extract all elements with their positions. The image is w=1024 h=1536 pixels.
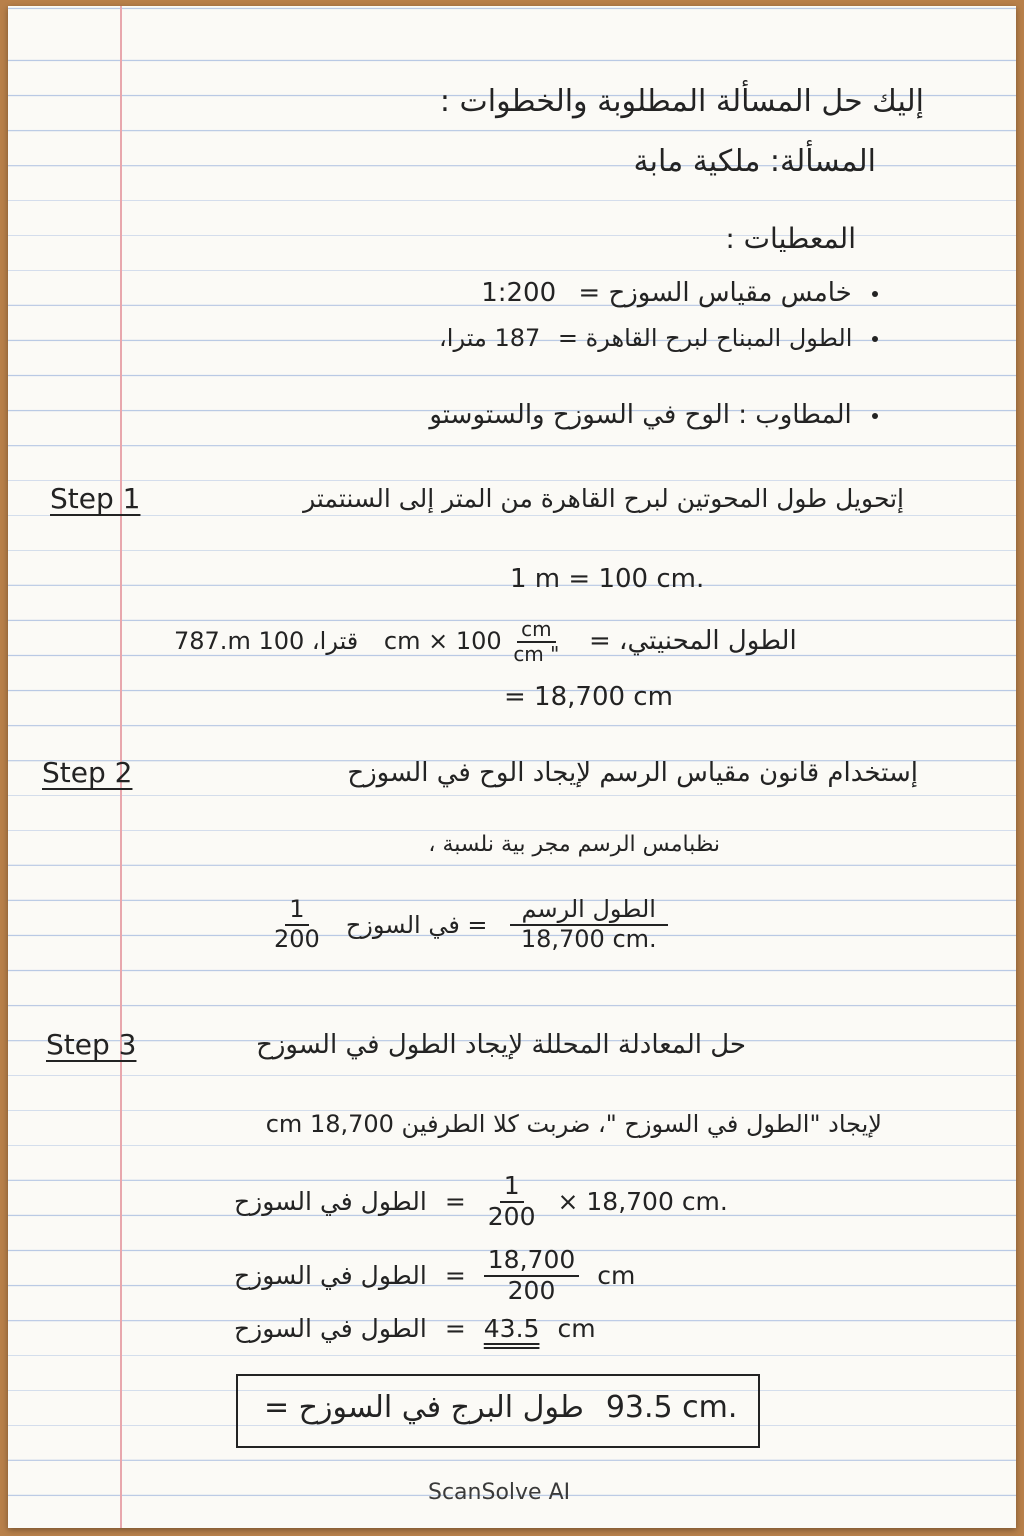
fraction-denominator: cm ": [513, 642, 560, 666]
step-2-subtitle: نظبامس الرسم مجر بية نلسبة ،: [428, 832, 720, 857]
given-bullet-2-value: 187 مترا،: [439, 324, 541, 352]
step-3-row-3-value: 43.5: [483, 1314, 540, 1343]
step-2-label: Step 2: [42, 756, 133, 789]
header-line-1: إليك حل المسألة المطلوبة والخطوات :: [439, 84, 924, 119]
step-3-title: حل المعادلة المحللة لإيجاد الطول في السوزح: [256, 1030, 746, 1060]
equals-sign: =: [444, 1261, 466, 1291]
step-3-row-1: [234, 1172, 728, 1232]
step-3-label: Step 3: [46, 1028, 137, 1061]
step-3-row-2-fraction: [484, 1246, 579, 1306]
given-bullet-2: [439, 324, 878, 352]
fraction-denominator: 200: [507, 1275, 556, 1305]
step-1-eq-1: 1 m = 100 cm.: [510, 564, 705, 594]
given-bullet-1: [481, 278, 878, 308]
step-2-title: إستخدام قانون مقياس الرسم لإيجاد الوح في السوزح: [347, 758, 918, 788]
step-3-row-3-label: الطول في السوزح: [234, 1314, 427, 1343]
given-bullet-2-text: الطول المبناح لبرح القاهرة =: [557, 324, 853, 352]
fraction-numerator: 18,700: [484, 1246, 579, 1277]
step-3-intro: لإيجاد "الطول في السوزح "، ضربت كلا الطرفين 18,700 cm: [265, 1110, 882, 1138]
step-3-row-2-tail: cm: [597, 1261, 636, 1291]
bullet-icon: [872, 291, 878, 297]
step-1-eq-2: [174, 618, 797, 666]
equals-sign: =: [444, 1314, 466, 1343]
fraction-numerator: 1: [500, 1172, 524, 1203]
fraction-denominator: 200: [274, 924, 320, 953]
step-1-title: إتحويل طول المحوتين لبرح القاهرة من المتر إلى السنتمتر: [303, 484, 904, 513]
step-1-label: Step 1: [50, 482, 141, 515]
step-1-eq-2-lhs: الطول المحنيتي، =: [589, 626, 797, 656]
step-3-row-1-label: الطول في السوزح: [234, 1187, 427, 1217]
step-2-equation: [270, 896, 668, 953]
step-3-row-3-unit: cm: [557, 1314, 596, 1343]
fraction-numerator: 1: [285, 896, 308, 926]
footer-brand: ScanSolve AI: [428, 1480, 571, 1505]
step-3-row-1-tail: × 18,700 cm.: [557, 1187, 728, 1217]
given-title: المعطيات :: [725, 222, 856, 255]
given-required-text: المطاوب : الوح في السوزح والستوستو: [429, 400, 852, 430]
given-bullet-1-text: خامس مقياس السوزح =: [578, 278, 852, 308]
step-2-fraction-left: [270, 896, 324, 953]
header-line-2: المسألة: ملكية مابة: [633, 144, 876, 179]
fraction-denominator: 200: [487, 1201, 536, 1231]
given-bullet-1-value: 1:200: [481, 278, 557, 308]
step-2-eq-mid: = في السوزح: [345, 910, 488, 939]
fraction-numerator: cm: [517, 618, 555, 643]
step-1-eq-2-tail: 787.m قترا،: [174, 627, 359, 655]
bullet-icon: [872, 413, 878, 419]
bullet-icon: [872, 336, 878, 342]
step-1-eq-3: = 18,700 cm: [504, 682, 673, 712]
step-3-row-2: [234, 1246, 635, 1306]
final-answer-value: 93.5 cm.: [605, 1390, 738, 1425]
fraction-denominator: 18,700 cm.: [520, 924, 657, 953]
step-2-fraction-right: [510, 896, 668, 953]
notebook-page: [8, 6, 1016, 1528]
step-1-eq-2-mult: 100 cm × 100: [258, 627, 502, 655]
step-3-row-2-label: الطول في السوزح: [234, 1261, 427, 1291]
step-3-row-1-fraction: [484, 1172, 540, 1232]
final-answer-label: طول البرج في السوزح =: [264, 1390, 584, 1425]
fraction-numerator: الطول الرسم: [510, 896, 668, 926]
final-answer: [264, 1390, 737, 1425]
step-3-row-3: [234, 1314, 596, 1343]
step-1-eq-2-fraction: [509, 618, 563, 666]
equals-sign: =: [444, 1187, 466, 1217]
given-required: [429, 400, 878, 430]
